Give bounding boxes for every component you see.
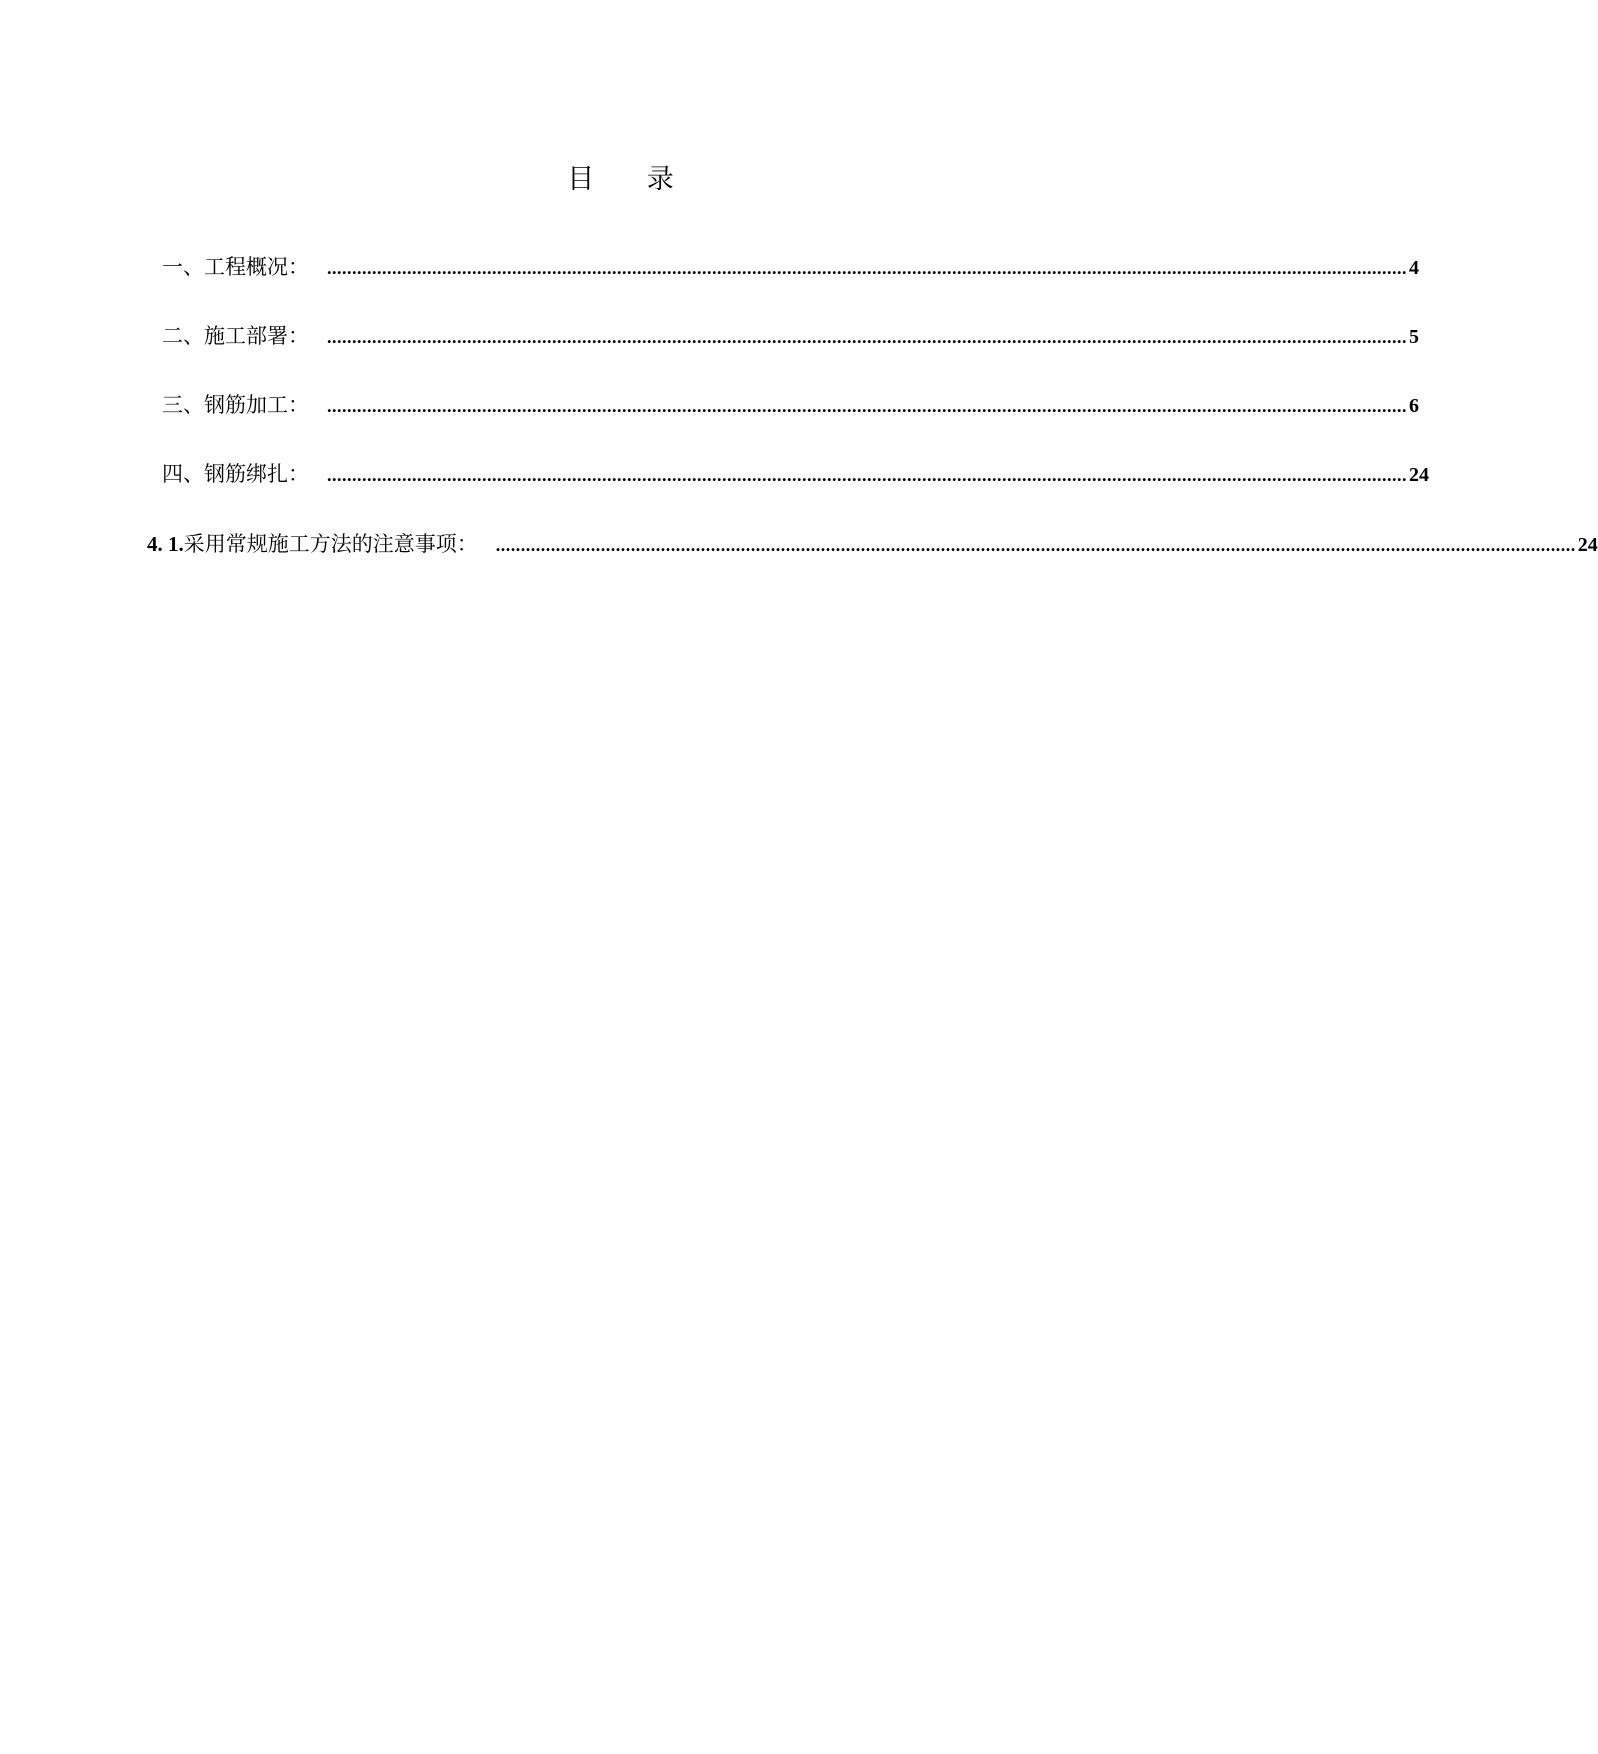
toc-leader-dots: ........................................................................................................................................................................................................................ [327, 396, 1407, 416]
toc-entry[interactable] [162, 459, 1429, 490]
toc-title-char-1: 目 [567, 164, 595, 195]
toc-entry-page: 6 [1409, 395, 1419, 417]
toc-entry-label: 三、钢筋加工： [162, 393, 309, 417]
toc-leader-dots: ........................................................................................................................................................................................................................ [327, 258, 1407, 278]
toc-entry-number: 4. 1. [147, 532, 184, 556]
toc-leader-dots: ........................................................................................................................................................................................................................ [495, 535, 1576, 555]
toc-entry-page: 4 [1409, 257, 1419, 279]
toc-entry[interactable] [162, 321, 1419, 352]
toc-entry-text: 采用常规施工方法的注意事项： [183, 532, 478, 556]
toc-entry-label: 一、工程概况： [162, 255, 309, 279]
toc-entry-label [147, 529, 478, 559]
toc-entry[interactable] [162, 252, 1419, 283]
toc-title [0, 162, 1241, 198]
toc-leader-dots: ........................................................................................................................................................................................................................ [327, 327, 1407, 347]
toc-entry-label: 二、施工部署： [162, 324, 309, 348]
toc-entry-page: 24 [1409, 464, 1429, 486]
toc-entry-page: 24 [1577, 534, 1598, 556]
toc-entry-label: 四、钢筋绑扎： [162, 462, 309, 486]
toc-leader-dots: ........................................................................................................................................................................................................................ [327, 465, 1407, 485]
toc-entry[interactable] [162, 390, 1419, 421]
toc-entry[interactable] [147, 529, 1598, 560]
toc-entry-page: 5 [1409, 326, 1419, 348]
toc-title-char-2: 录 [646, 164, 674, 195]
